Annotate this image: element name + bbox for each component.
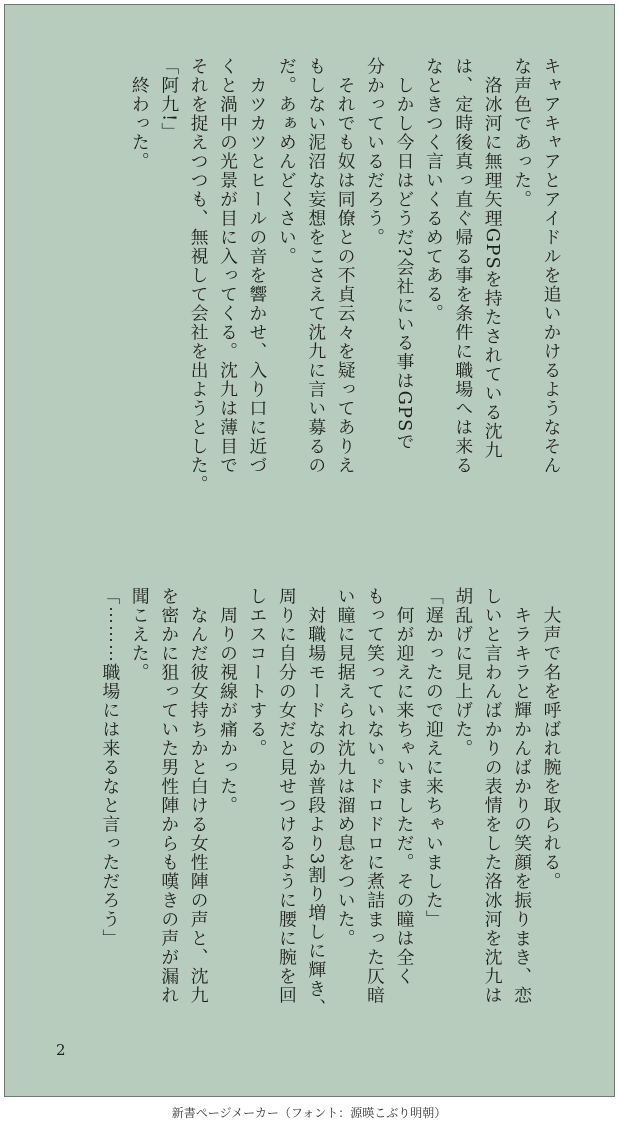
text-line: だ。あぁめんどくさい。: [276, 57, 298, 266]
text-line: キラキラと輝かんばかりの笑顔を振りまき、恋: [511, 587, 533, 1005]
text-line: しいと言わんばかりの表情をした洛冰河を沈九は: [482, 587, 504, 1005]
text-line: それを捉えつつも、無視して会社を出ようとした。: [188, 57, 210, 494]
text-line: 胡乱げに見上げた。: [452, 587, 474, 758]
text-line: 終わった。: [129, 57, 151, 171]
text-line: 大声で名を呼ばれ腕を取られる。: [541, 587, 562, 891]
text-line: カツカツとヒールの音を響かせ、入り口に近づ: [246, 57, 268, 475]
footer-credit: 新書ページメーカー（フォント：源暎こぶり明朝）: [171, 1106, 447, 1120]
text-line: 聞こえた。: [129, 587, 151, 682]
text-line: 周りの視線が痛かった。: [217, 587, 239, 815]
page-number: 2: [56, 1041, 66, 1059]
text-line: は、定時後真っ直ぐ帰る事を条件に職場へは来る: [452, 57, 474, 475]
text-line: 「遅かったので迎えに来ちゃいました」: [423, 587, 445, 929]
text-line: 何が迎えに来ちゃいましただ。その瞳は全く: [393, 587, 415, 986]
text-line: 洛冰河に無理矢理GPSを持たされている沈九: [482, 57, 504, 460]
text-line: しかし今日はどうだ?会社にいる事はGPSで: [393, 57, 415, 452]
text-line: 周りに自分の女だと見せつけるように腰に腕を回: [276, 587, 298, 1005]
text-line: 対職場モードなのか普段より3割り増しに輝き、: [305, 587, 327, 1018]
text-line: 「阿九!」: [158, 57, 180, 142]
text-line: くと渦中の光景が目に入ってくる。沈九は薄目で: [217, 57, 239, 475]
text-line: な声色であった。: [511, 57, 533, 209]
text-line: い瞳に見据えられ沈九は溜め息をついた。: [335, 587, 357, 948]
text-line: 「⋯⋯⋯職場には来るなと言っただろう」: [99, 587, 121, 948]
text-line: キャアキャアとアイドルを追いかけるようなそん: [541, 57, 562, 475]
book-page: [4, 4, 615, 1097]
text-line: 分かっているだろう。: [364, 57, 386, 247]
text-line: もしない泥沼な妄想をこさえて沈九に言い募るの: [305, 57, 327, 475]
text-line: もって笑っていない。ドロドロに煮詰まった仄暗: [364, 587, 386, 1005]
text-block-top: [125, 57, 566, 537]
text-line: なときつく言いくるめてある。: [423, 57, 445, 323]
text-line: なんだ彼女持ちかと白ける女性陣の声と、沈九: [188, 587, 210, 1005]
text-block-bottom: [96, 587, 567, 1067]
text-line: しエスコートする。: [246, 587, 268, 758]
text-line: それでも奴は同僚との不貞云々を疑ってありえ: [335, 57, 357, 475]
text-line: を密かに狙っていた男性陣からも嘆きの声が漏れ: [158, 587, 180, 1005]
